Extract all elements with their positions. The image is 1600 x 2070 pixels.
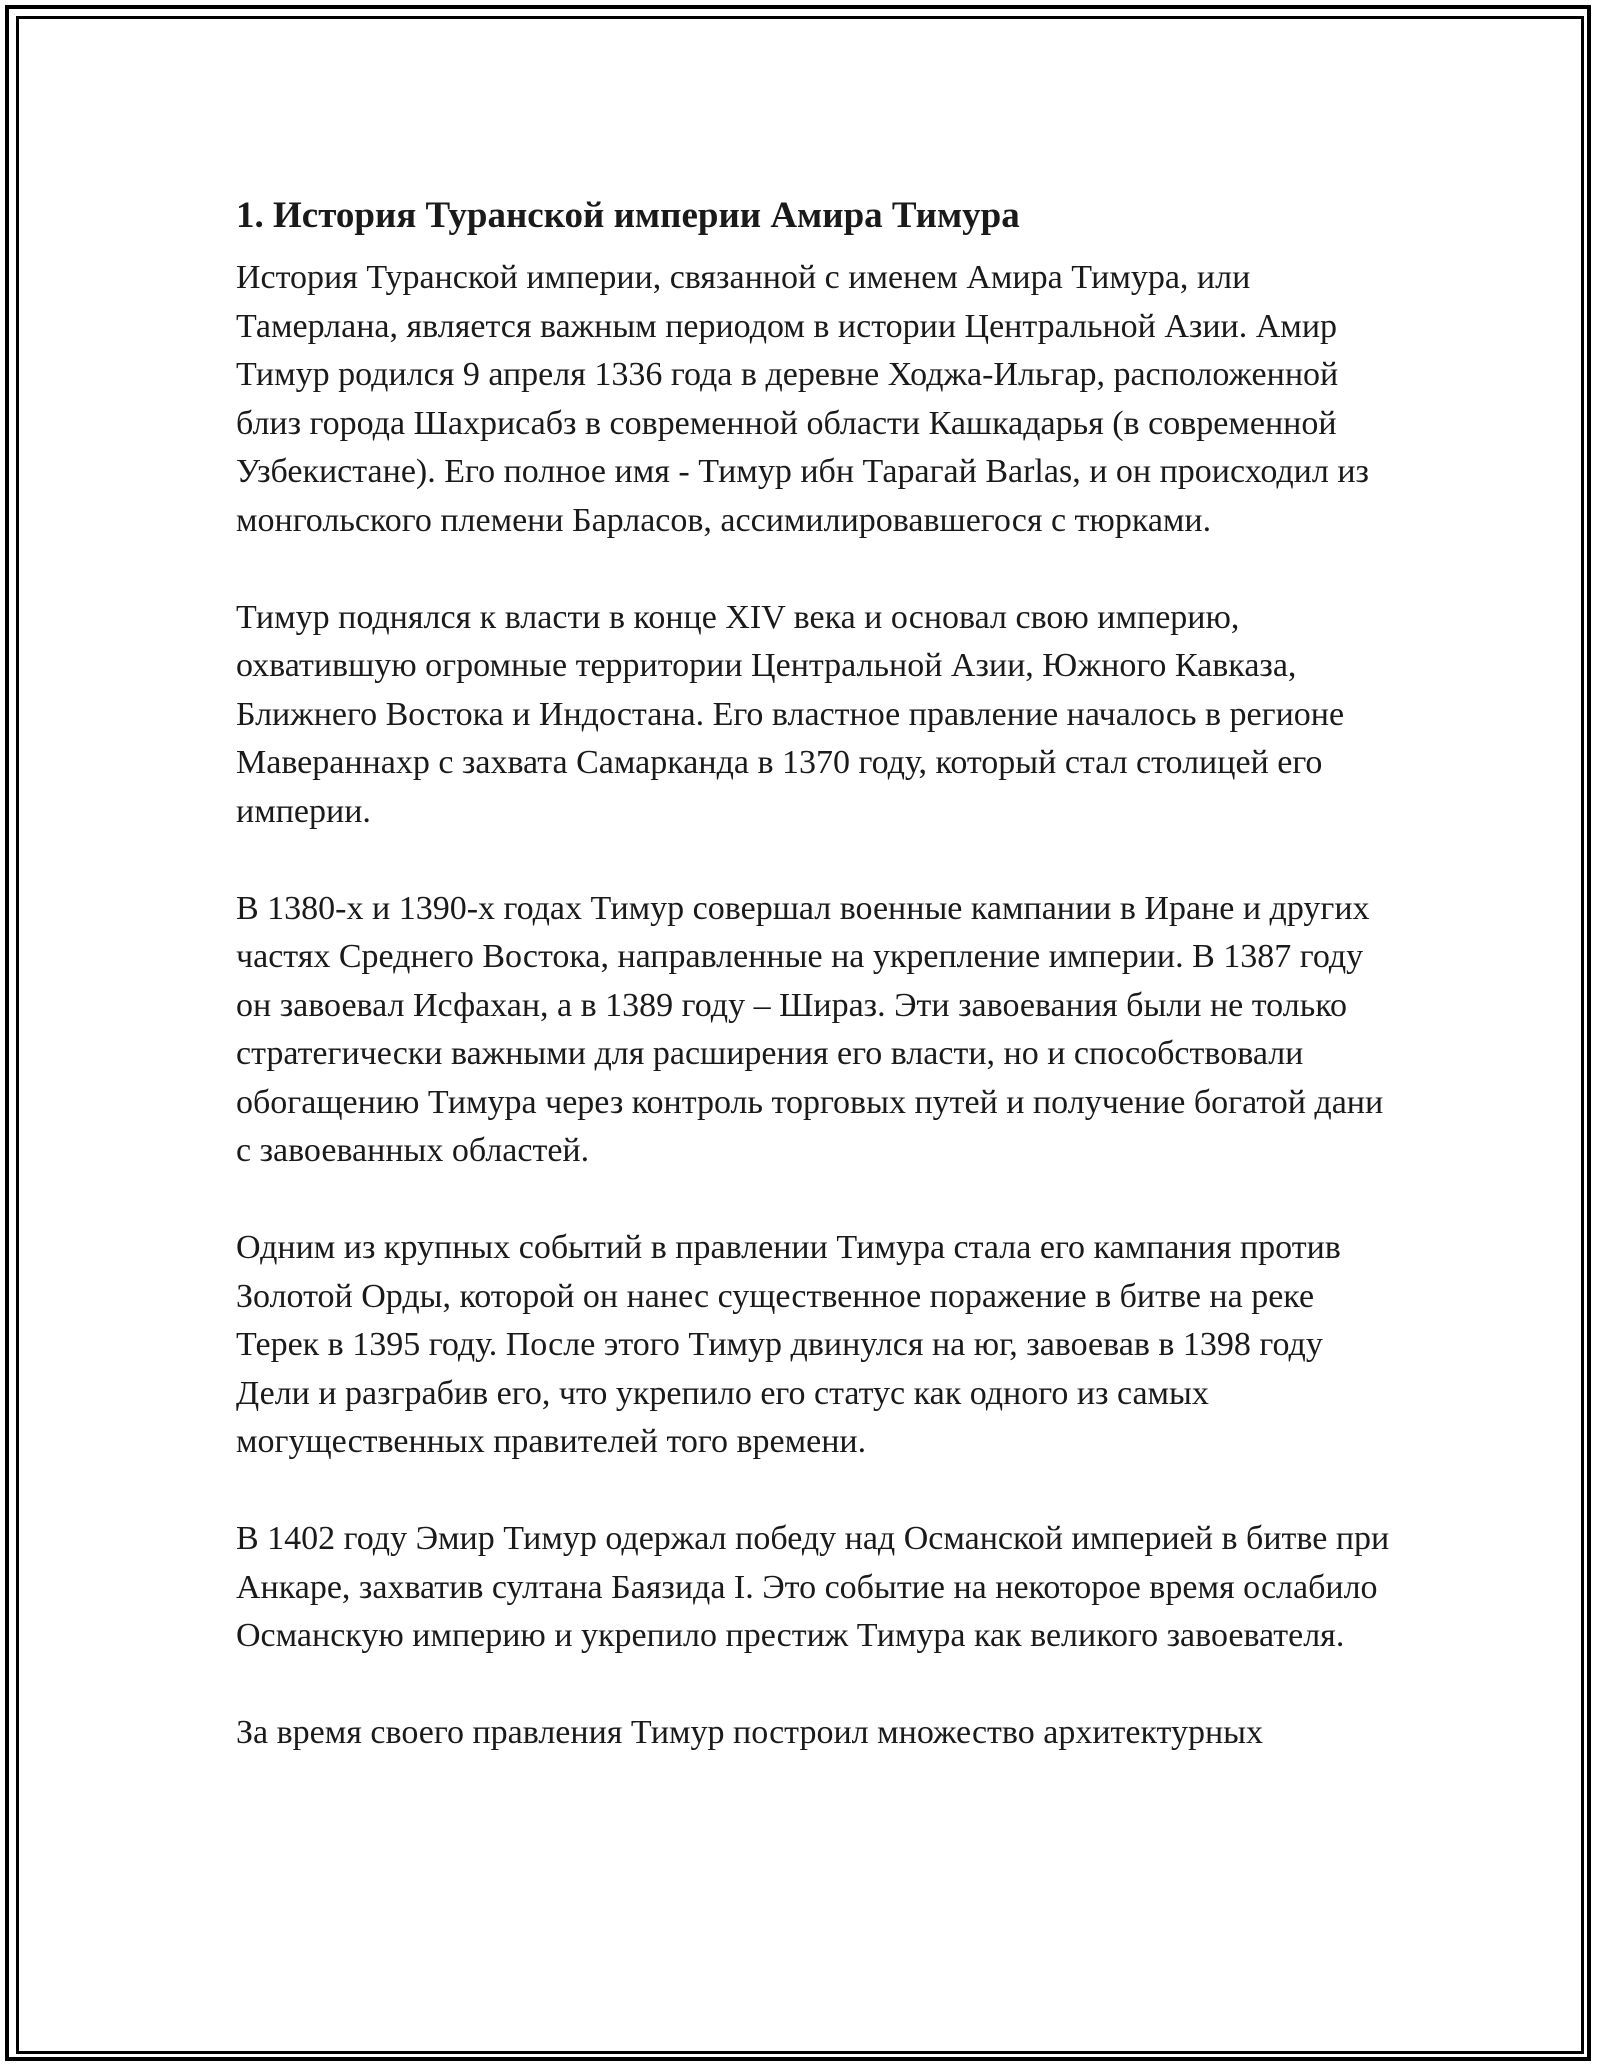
section-heading: 1. История Туранской империи Амира Тимура — [236, 195, 1020, 236]
document-body — [236, 186, 1396, 1806]
paragraph-5: В 1402 году Эмир Тимур одержал победу над Османской империей в битве при Анкаре, захватив султана Баязида I. Это событие на некоторое время ослабило Османскую империю и укрепило престиж Тимура как великого завоевателя. — [236, 1520, 1390, 1654]
paragraph-2: Тимур поднялся к власти в конце XIV века и основал свою империю, охватившую огромные территории Центральной Азии, Южного Кавказа, Ближнего Востока и Индостана. Его властное правление началось в регионе Мавераннахр с захвата Самарканда в 1370 году, который стал столицей его империи. — [236, 598, 1345, 830]
paragraph-6: За время своего правления Тимур построил множество архитектурных — [236, 1714, 1263, 1751]
paragraph-3: В 1380-х и 1390-х годах Тимур совершал военные кампании в Иране и других частях Среднего Востока, направленные на укрепление империи. В 1387 году он завоевал Исфахан, а в 1389 году – Шираз. Эти завоевания были не только стратегически важными для расширения его власти, но и способствовали обогащению Тимура через контроль торговых путей и получение богатой дани с завоеванных областей. — [236, 889, 1384, 1169]
paragraph-1: История Туранской империи, связанной с именем Амира Тимура, или Тамерлана, является важным периодом в истории Центральной Азии. Амир Тимур родился 9 апреля 1336 года в деревне Ходжа-Ильгар, расположенной близ города Шахрисабз в современной области Кашкадарья (в современной Узбекистане). Его полное имя - Тимур ибн Тарагай Barlas, и он происходил из монгольского племени Барласов, ассимилировавшегося с тюрками. — [236, 259, 1369, 539]
paragraph-4: Одним из крупных событий в правлении Тимура стала его кампания против Золотой Орды, которой он нанес существенное поражение в битве на реке Терек в 1395 году. После этого Тимур двинулся на юг, завоевав в 1398 году Дели и разграбив его, что укрепило его статус как одного из самых могущественных правителей того времени. — [236, 1229, 1341, 1460]
